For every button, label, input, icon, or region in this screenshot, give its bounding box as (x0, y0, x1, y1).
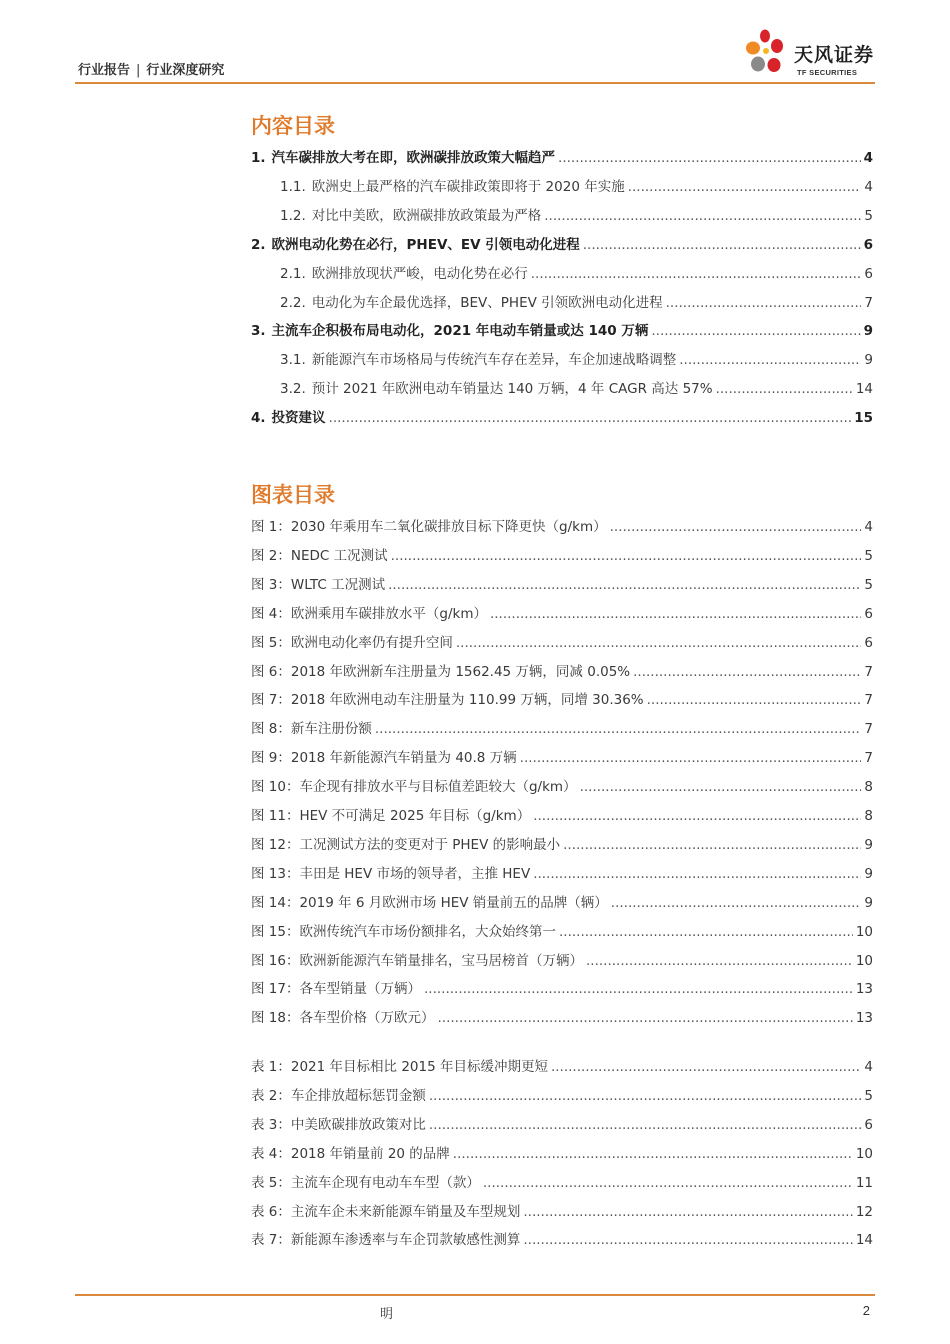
toc-dot-leader (586, 951, 853, 971)
toc-entry-page: 5 (864, 576, 873, 593)
toc-dot-leader (453, 1144, 853, 1164)
toc-entry-title: 表 3：中美欧碳排放政策对比 (251, 1116, 426, 1133)
toc-entry[interactable] (251, 719, 873, 739)
toc-dot-leader (329, 408, 852, 428)
toc-entry[interactable] (251, 408, 873, 428)
toc-entry[interactable] (251, 575, 873, 595)
toc-entry[interactable] (251, 148, 873, 168)
toc-entry-title: 电动化为车企最优选择，BEV、PHEV 引领欧洲电动化进程 (311, 294, 663, 311)
toc-entry-title: 图 3：WLTC 工况测试 (251, 576, 386, 593)
toc-entry-title: 新能源汽车市场格局与传统汽车存在差异，车企加速战略调整 (311, 352, 677, 369)
toc-entry-title: 主流车企积极布局电动化，2021 年电动车销量或达 140 万辆 (271, 323, 649, 340)
toc-entry[interactable] (251, 662, 873, 682)
page-number: 2 (862, 1303, 870, 1318)
toc-entry[interactable] (251, 633, 873, 653)
toc-dot-leader (490, 604, 861, 624)
toc-dot-leader (610, 517, 862, 537)
toc-entry-title: 图 7：2018 年欧洲电动车注册量为 110.99 万辆，同增 30.36% (251, 692, 644, 709)
toc-entry-number: 3.2. (280, 381, 306, 398)
toc-entry-title: 表 2：车企排放超标惩罚金额 (251, 1087, 426, 1104)
toc-entry[interactable] (251, 1008, 873, 1028)
toc-entry-page: 10 (855, 952, 873, 969)
toc-entry[interactable] (280, 293, 873, 313)
toc-entry-page: 12 (855, 1203, 873, 1220)
logo-chinese-name: 天风证券 (794, 44, 875, 66)
toc-entry[interactable] (251, 806, 873, 826)
toc-dot-leader (424, 979, 853, 999)
toc-entry-page: 7 (864, 750, 873, 767)
toc-entry-title: 投资建议 (271, 410, 326, 427)
toc-dot-leader (523, 1202, 852, 1222)
toc-entry-title: 图 9：2018 年新能源汽车销量为 40.8 万辆 (251, 750, 517, 767)
toc-dot-leader (391, 546, 862, 566)
figures-title: 图表目录 (251, 483, 335, 507)
toc-entry-page: 14 (855, 381, 873, 398)
toc-entry[interactable] (251, 864, 873, 884)
toc-entry-page: 4 (864, 178, 873, 195)
toc-entry-title: 图 17：各车型销量（万辆） (251, 981, 421, 998)
toc-entry[interactable] (251, 893, 873, 913)
toc-entry[interactable] (280, 264, 873, 284)
toc-entry[interactable] (280, 350, 873, 370)
toc-entry[interactable] (251, 951, 873, 971)
toc-entry-number: 2. (251, 236, 266, 253)
toc-entry-page: 6 (864, 634, 873, 651)
toc-entry[interactable] (251, 1115, 873, 1135)
toc-entry-title: 表 7：新能源车渗透率与车企罚款敏感性测算 (251, 1232, 521, 1249)
toc-dot-leader (633, 662, 861, 682)
toc-dot-leader (559, 922, 853, 942)
toc-entry-page: 7 (864, 721, 873, 738)
toc-entry-title: 表 5：主流车企现有电动车车型（款） (251, 1174, 480, 1191)
toc-dot-leader (716, 379, 853, 399)
toc-entry-title: 图 11：HEV 不可满足 2025 年目标（g/km） (251, 808, 531, 824)
toc-dot-leader (628, 177, 862, 197)
footer-divider (75, 1294, 875, 1296)
toc-entry[interactable] (251, 1086, 873, 1106)
toc-entry-title: 图 4：欧洲乘用车碳排放水平（g/km） (251, 605, 487, 622)
toc-dot-leader (437, 1008, 852, 1028)
toc-entry-page: 5 (864, 547, 873, 564)
toc-entry-title: 欧洲电动化势在必行，PHEV、EV 引领电动化进程 (271, 236, 580, 253)
toc-entry[interactable] (251, 1202, 873, 1222)
toc-dot-leader (533, 864, 861, 884)
breadcrumb-report-type: 行业报告 (78, 63, 131, 78)
toc-entry-title: 图 2：NEDC 工况测试 (251, 547, 388, 564)
toc-entry-page: 9 (863, 323, 873, 340)
toc-entry[interactable] (251, 321, 873, 341)
toc-dot-leader (647, 690, 862, 710)
toc-dot-leader (456, 633, 862, 653)
toc-dot-leader (679, 350, 861, 370)
toc-entry-page: 13 (855, 1010, 873, 1027)
toc-entry[interactable] (251, 979, 873, 999)
toc-dot-leader (551, 1057, 861, 1077)
toc-entry-page: 10 (855, 1145, 873, 1162)
toc-dot-leader (580, 777, 862, 797)
toc-dot-leader (429, 1115, 862, 1135)
page-header (0, 0, 950, 90)
toc-dot-leader (563, 835, 861, 855)
toc-dot-leader (429, 1086, 862, 1106)
toc-entry-page: 13 (855, 981, 873, 998)
toc-entry[interactable] (251, 1230, 873, 1250)
header-divider (75, 82, 875, 84)
toc-dot-leader (388, 575, 861, 595)
toc-entry-number: 2.2. (280, 294, 306, 311)
toc-entry-title: 表 4：2018 年销量前 20 的品牌 (251, 1145, 450, 1162)
toc-entry-page: 4 (864, 519, 873, 535)
toc-dot-leader (483, 1173, 853, 1193)
tf-securities-logo (745, 28, 885, 80)
toc-entry-page: 5 (864, 207, 873, 224)
toc-entry[interactable] (280, 379, 873, 399)
toc-entry-page: 9 (864, 836, 873, 853)
toc-entry-title: 图 10：车企现有排放水平与目标值差距较大（g/km） (251, 779, 577, 796)
toc-entry-page: 7 (864, 294, 873, 311)
toc-entry-page: 7 (864, 663, 873, 680)
toc-dot-leader (520, 748, 862, 768)
toc-entry-title: 图 18：各车型价格（万欧元） (251, 1010, 435, 1027)
toc-entry[interactable] (251, 546, 873, 566)
toc-entry-number: 1.2. (280, 207, 306, 224)
toc-entry-title: 图 13：丰田是 HEV 市场的领导者，主推 HEV (251, 865, 531, 882)
toc-entry-page: 6 (864, 265, 873, 282)
toc-entry-page: 11 (855, 1174, 873, 1191)
toc-entry-page: 6 (864, 1116, 873, 1133)
toc-entry-title: 表 1：2021 年目标相比 2015 年目标缓冲期更短 (251, 1059, 548, 1075)
toc-entry[interactable] (251, 235, 873, 255)
toc-entry[interactable] (251, 1057, 873, 1077)
toc-dot-leader (583, 235, 861, 255)
toc-entry-page: 4 (864, 1059, 873, 1075)
toc-entry-title: 表 6：主流车企未来新能源车销量及车型规划 (251, 1203, 521, 1220)
toc-entry-title: 汽车碳排放大考在即，欧洲碳排放政策大幅趋严 (271, 150, 556, 166)
toc-dot-leader (651, 321, 860, 341)
toc-entry-title: 图 8：新车注册份额 (251, 721, 372, 738)
toc-entry[interactable] (280, 177, 873, 197)
breadcrumb-report-category: 行业深度研究 (146, 63, 225, 78)
toc-entry[interactable] (251, 690, 873, 710)
toc-entry-page: 6 (863, 236, 873, 253)
toc-entry-page: 8 (864, 779, 873, 796)
logo-english-name: TF SECURITIES (797, 68, 858, 77)
toc-entry-title: 图 16：欧洲新能源汽车销量排名，宝马居榜首（万辆） (251, 952, 583, 969)
toc-entry-title: 欧洲史上最严格的汽车碳排政策即将于 2020 年实施 (311, 178, 625, 195)
toc-entry-title: 图 5：欧洲电动化率仍有提升空间 (251, 634, 453, 651)
toc-entry[interactable] (251, 777, 873, 797)
toc-entry-page: 9 (864, 352, 873, 369)
toc-dot-leader (611, 893, 862, 913)
toc-entry-page: 10 (855, 923, 873, 940)
toc-entry[interactable] (251, 1144, 873, 1164)
toc-dot-leader (666, 293, 862, 313)
footer-text: 明 (380, 1307, 394, 1322)
toc-entry-title: 图 14：2019 年 6 月欧洲市场 HEV 销量前五的品牌（辆） (251, 894, 608, 911)
breadcrumb (78, 59, 224, 78)
toc-dot-leader (523, 1230, 852, 1250)
toc-entry[interactable] (251, 604, 873, 624)
toc-dot-leader (533, 806, 861, 826)
toc-dot-leader (558, 148, 861, 168)
toc-dot-leader (531, 264, 862, 284)
breadcrumb-separator: | (136, 63, 141, 78)
toc-dot-leader (544, 206, 861, 226)
toc-entry[interactable] (251, 1173, 873, 1193)
toc-entry-page: 14 (855, 1232, 873, 1249)
toc-entry-title: 预计 2021 年欧洲电动车销量达 140 万辆，4 年 CAGR 高达 57% (311, 381, 713, 398)
toc-entry-title: 图 15：欧洲传统汽车市场份额排名，大众始终第一 (251, 923, 556, 940)
toc-entry-number: 1.1. (280, 178, 306, 195)
toc-entry-page: 15 (854, 410, 873, 427)
flower-logo-icon (745, 28, 793, 80)
toc-entry[interactable] (251, 835, 873, 855)
toc-entry-title: 图 1：2030 年乘用车二氧化碳排放目标下降更快（g/km） (251, 519, 607, 535)
toc-entry-title: 图 6：2018 年欧洲新车注册量为 1562.45 万辆，同减 0.05% (251, 663, 631, 680)
toc-dot-leader (375, 719, 862, 739)
toc-entry[interactable] (251, 748, 873, 768)
toc-entry[interactable] (280, 206, 873, 226)
toc-entry-page: 4 (863, 150, 873, 166)
toc-entry[interactable] (251, 517, 873, 537)
toc-entry-number: 1. (251, 150, 266, 166)
toc-entry-number: 3. (251, 323, 266, 340)
toc-entry-title: 对比中美欧，欧洲碳排放政策最为严格 (311, 207, 542, 224)
toc-entry-page: 9 (864, 894, 873, 911)
toc-entry-page: 6 (864, 605, 873, 622)
toc-entry-number: 3.1. (280, 352, 306, 369)
toc-entry-number: 2.1. (280, 265, 306, 282)
toc-entry-page: 8 (864, 808, 873, 824)
contents-title: 内容目录 (251, 114, 335, 138)
toc-entry-title: 图 12：工况测试方法的变更对于 PHEV 的影响最小 (251, 836, 561, 853)
toc-entry-page: 7 (864, 692, 873, 709)
toc-entry-page: 5 (864, 1087, 873, 1104)
toc-entry-page: 9 (864, 865, 873, 882)
toc-entry-number: 4. (251, 410, 266, 427)
toc-entry-title: 欧洲排放现状严峻，电动化势在必行 (311, 265, 528, 282)
toc-entry[interactable] (251, 922, 873, 942)
